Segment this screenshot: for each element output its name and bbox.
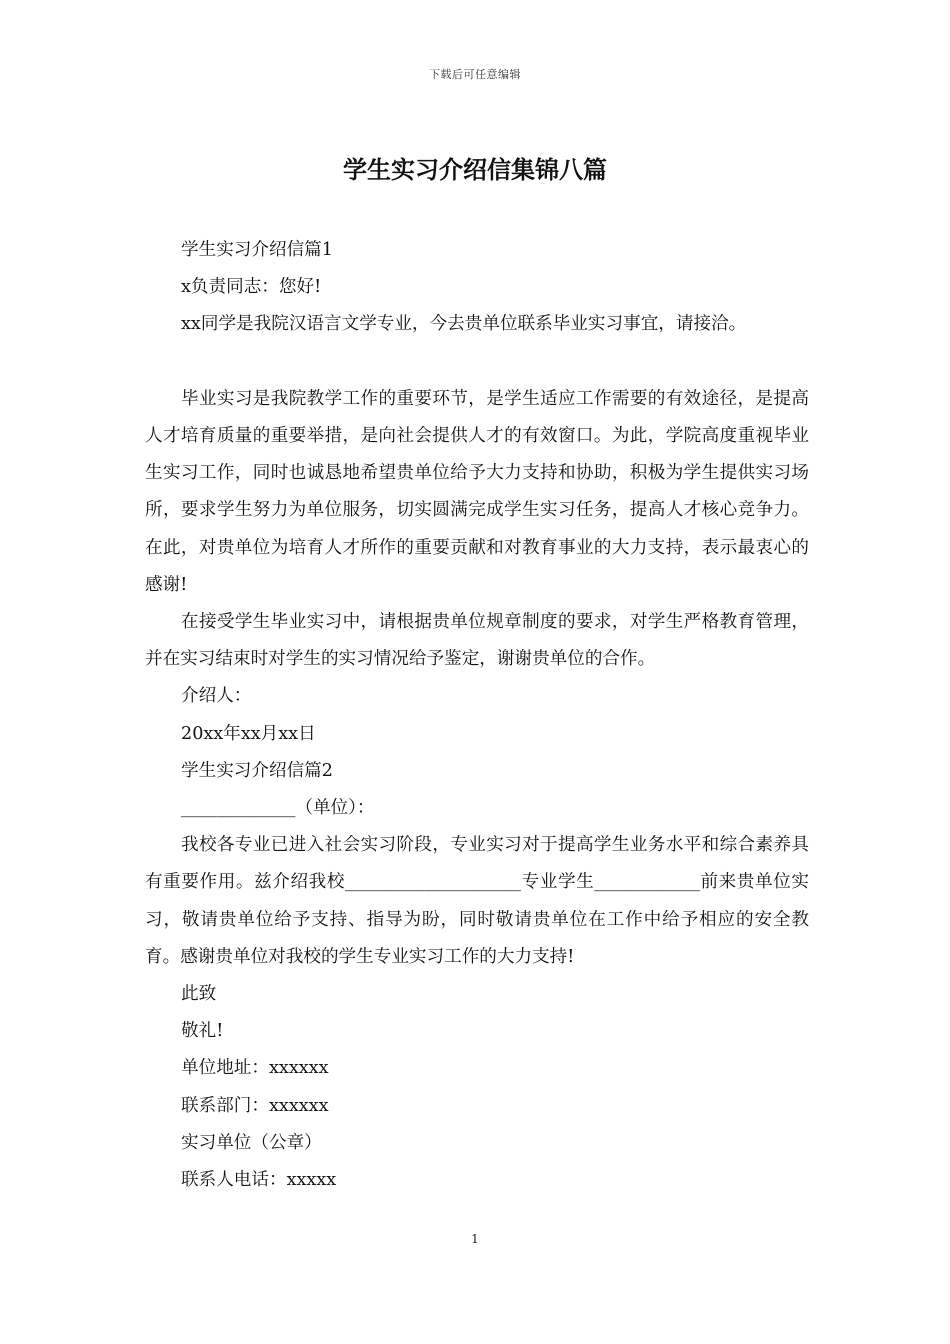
phone-line: 联系人电话：xxxxx <box>181 1170 337 1191</box>
page-number: 1 <box>471 1232 479 1246</box>
closing-line-2: 敬礼! <box>181 1021 224 1042</box>
page-header-note: 下载后可任意编辑 <box>429 68 521 81</box>
paragraph-gap <box>145 344 809 381</box>
intro-line: xx同学是我院汉语言文学专业，今去贵单位联系毕业实习事宜，请接洽。 <box>181 314 747 335</box>
closing-line-1: 此致 <box>181 984 217 1005</box>
section-heading-2: 学生实习介绍信篇2 <box>181 760 333 781</box>
department-line: 联系部门：xxxxxx <box>181 1095 329 1116</box>
section-heading-1: 学生实习介绍信篇1 <box>181 240 333 260</box>
body-paragraph-2: 在接受学生毕业实习中，请根据贵单位规章制度的要求，对学生严格教育管理，并在实习结束时对学生的实习情况给予鉴定，谢谢贵单位的合作。 <box>145 612 809 670</box>
body-paragraph-3: 我校各专业已进入社会实习阶段，专业实习对于提高学生业务水平和综合素养具有重要作用。兹介绍我校____________________专业学生____________前来贵单位实习，敬请贵单位给予支持、指导为盼，同时敬请贵单位在工作中给予相应的安全教育。感谢贵单位对我校的学生专业实习工作的大力支持! <box>145 835 809 967</box>
introducer-line: 介绍人： <box>181 686 252 707</box>
date-line: 20xx年xx月xx日 <box>181 723 316 744</box>
salutation-line: x负责同志：您好! <box>181 277 322 298</box>
address-line: 单位地址：xxxxxx <box>181 1058 329 1079</box>
document-title: 学生实习介绍信集锦八篇 <box>343 156 607 184</box>
document-body <box>145 232 809 1199</box>
body-paragraph-1: 毕业实习是我院教学工作的重要环节，是学生适应工作需要的有效途径，是提高人才培育质量的重要举措，是向社会提供人才的有效窗口。为此，学院高度重视毕业生实习工作，同时也诚恳地希望贵单位给予大力支持和协助，积极为学生提供实习场所，要求学生努力为单位服务，切实圆满完成学生实习任务，提高人才核心竞争力。在此，对贵单位为培育人才所作的重要贡献和对教育事业的大力支持，表示最衷心的感谢! <box>145 388 809 595</box>
seal-line: 实习单位（公章） <box>181 1132 322 1153</box>
recipient-line: _____________（单位）： <box>181 798 375 819</box>
